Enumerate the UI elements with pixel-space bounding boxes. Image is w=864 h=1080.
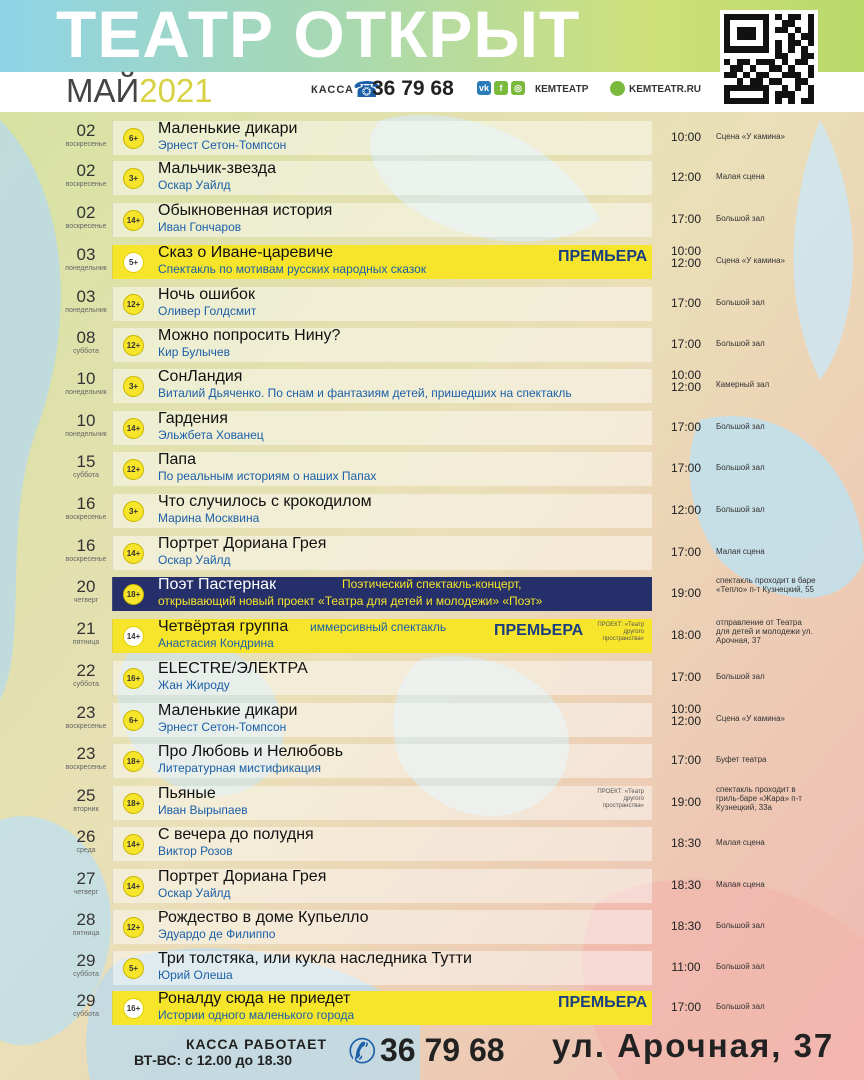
schedule-row[interactable] <box>40 988 820 1028</box>
age-rating-badge: 12+ <box>123 917 144 938</box>
event-venue: Большой зал <box>716 505 765 514</box>
event-subtitle: Марина Москвина <box>158 511 260 525</box>
event-weekday: пятница <box>72 639 100 646</box>
event-day: 26 <box>76 827 96 846</box>
time-start: 12:00 <box>670 503 702 517</box>
event-time <box>664 795 708 809</box>
event-day: 29 <box>76 991 96 1010</box>
schedule-row[interactable] <box>40 948 820 988</box>
event-title[interactable]: СонЛандия <box>158 368 243 385</box>
event-venue: Большой зал <box>716 214 765 223</box>
event-day: 10 <box>76 369 96 388</box>
event-weekday: вторник <box>73 806 99 813</box>
event-day: 03 <box>76 245 96 264</box>
event-time <box>664 461 708 475</box>
event-subtitle: Анастасия Кондрина <box>158 636 274 650</box>
month-label <box>66 72 213 110</box>
time-start: 18:30 <box>670 919 702 933</box>
event-subtitle: Оскар Уайлд <box>158 553 231 567</box>
event-day: 02 <box>76 161 96 180</box>
event-venue: Большой зал <box>716 339 765 348</box>
schedule-row[interactable] <box>40 783 820 823</box>
event-day: 16 <box>76 536 96 555</box>
phone-icon: ☎ <box>353 77 381 102</box>
age-rating-badge: 12+ <box>123 335 144 356</box>
footer-kassa-label: КАССА РАБОТАЕТ <box>186 1036 328 1052</box>
event-subtitle: открывающий новый проект «Театра для детей и молодежи» «Поэт» <box>158 594 543 608</box>
event-subtitle: Юрий Олеша <box>158 968 233 982</box>
event-venue: Большой зал <box>716 463 765 472</box>
project-note: ПРОЕКТ: «Театр другого пространства» <box>597 789 644 809</box>
event-time <box>664 130 708 144</box>
time-start: 10:00 <box>670 368 702 382</box>
event-time <box>664 503 708 517</box>
age-rating-badge: 3+ <box>123 376 144 397</box>
time-start: 10:00 <box>670 702 702 716</box>
age-rating-badge: 14+ <box>123 626 144 647</box>
event-time <box>664 586 708 600</box>
time-start: 10:00 <box>670 244 702 258</box>
schedule-row[interactable] <box>40 907 820 947</box>
qr-module <box>808 98 814 104</box>
event-day: 02 <box>76 203 96 222</box>
premiere-badge: ПРЕМЬЕРА <box>558 994 648 1011</box>
event-weekday: понедельник <box>65 307 107 314</box>
event-title[interactable]: Четвёртая группа <box>158 618 289 635</box>
year: 2021 <box>139 72 213 109</box>
age-rating-badge: 14+ <box>123 418 144 439</box>
event-title[interactable]: ELECTRE/ЭЛЕКТРА <box>158 660 308 677</box>
time-start: 17:00 <box>670 296 702 310</box>
age-rating-badge: 18+ <box>123 584 144 605</box>
schedule-row[interactable] <box>40 325 820 365</box>
event-weekday: воскресенье <box>65 181 107 188</box>
event-venue: спектакль проходит в баре «Тепло» п-т Кузнецкий, 55 <box>716 576 816 594</box>
schedule-row[interactable] <box>40 366 820 406</box>
event-subtitle: Эльжбета Хованец <box>158 428 264 442</box>
schedule-row[interactable] <box>40 866 820 906</box>
time-start: 17:00 <box>670 753 702 767</box>
event-title[interactable]: Сказ о Иване-царевиче <box>158 244 334 261</box>
time-start: 17:00 <box>670 337 702 351</box>
schedule-row[interactable] <box>40 118 820 158</box>
event-time <box>664 836 708 850</box>
time-second: 12:00 <box>670 714 702 728</box>
event-subtitle: Спектакль по мотивам русских народных сказок <box>158 262 427 276</box>
event-weekday: суббота <box>73 971 99 978</box>
social-icons <box>477 81 525 95</box>
event-venue: Буфет театра <box>716 755 767 764</box>
age-rating-badge: 18+ <box>123 793 144 814</box>
event-venue: Большой зал <box>716 422 765 431</box>
social-handle[interactable]: КЕМТЕАТР <box>535 84 589 95</box>
time-second: 12:00 <box>670 256 702 270</box>
age-rating-badge: 16+ <box>123 668 144 689</box>
time-second: 12:00 <box>670 380 702 394</box>
globe-icon <box>610 81 625 96</box>
event-title[interactable]: Мальчик-звезда <box>158 160 277 177</box>
website-link[interactable]: KEMTEATR.RU <box>629 84 702 95</box>
event-weekday: воскресенье <box>65 723 107 730</box>
premiere-badge: ПРЕМЬЕРА <box>558 248 648 265</box>
event-time <box>664 212 708 226</box>
event-weekday: четверг <box>73 889 99 896</box>
month-name: МАЙ <box>66 72 140 109</box>
event-title[interactable]: Пьяные <box>158 785 216 802</box>
event-title[interactable]: С вечера до полудня <box>158 826 314 843</box>
event-subtitle: Эрнест Сетон-Томпсон <box>158 720 287 734</box>
event-time <box>664 670 708 684</box>
event-venue: Малая сцена <box>716 172 765 181</box>
event-venue: Сцена «У камина» <box>716 132 785 141</box>
event-title[interactable]: Поэт Пастернак <box>158 576 277 593</box>
event-day: 21 <box>76 619 96 638</box>
event-weekday: среда <box>76 847 96 854</box>
time-start: 17:00 <box>670 420 702 434</box>
age-rating-badge: 6+ <box>123 710 144 731</box>
premiere-badge: ПРЕМЬЕРА <box>494 622 584 639</box>
time-start: 17:00 <box>670 212 702 226</box>
time-start: 10:00 <box>670 130 702 144</box>
time-start: 17:00 <box>670 461 702 475</box>
time-start: 18:30 <box>670 878 702 892</box>
event-subtitle: Оскар Уайлд <box>158 886 231 900</box>
schedule-row[interactable] <box>40 242 820 282</box>
time-start: 17:00 <box>670 670 702 684</box>
event-title[interactable]: Портрет Дориана Грея <box>158 535 327 552</box>
age-rating-badge: 12+ <box>123 459 144 480</box>
footer-phone[interactable]: 36 79 68 <box>380 1032 505 1068</box>
age-rating-badge: 5+ <box>123 252 144 273</box>
event-weekday: воскресенье <box>65 223 107 230</box>
event-title[interactable]: Портрет Дориана Грея <box>158 868 327 885</box>
time-start: 17:00 <box>670 545 702 559</box>
event-day: 02 <box>76 121 96 140</box>
event-day: 23 <box>76 703 96 722</box>
event-time <box>664 878 708 892</box>
footer-address: ул. Арочная, 37 <box>552 1027 835 1064</box>
vk-icon[interactable]: vk <box>478 83 489 93</box>
event-weekday: воскресенье <box>65 556 107 563</box>
schedule-row[interactable] <box>40 533 820 573</box>
event-title[interactable]: Ночь ошибок <box>158 286 255 303</box>
event-day: 28 <box>76 910 96 929</box>
event-subtitle: Истории одного маленького города <box>158 1008 355 1022</box>
event-weekday: понедельник <box>65 431 107 438</box>
schedule-row[interactable] <box>40 574 820 614</box>
event-title[interactable]: Маленькие дикари <box>158 702 298 719</box>
event-inline-note: Поэтический спектакль-концерт, <box>342 577 522 591</box>
age-rating-badge: 5+ <box>123 958 144 979</box>
time-start: 19:00 <box>670 795 702 809</box>
instagram-icon[interactable]: ◎ <box>511 81 525 95</box>
header-phone[interactable]: 36 79 68 <box>372 77 454 100</box>
schedule-row[interactable] <box>40 449 820 489</box>
time-start: 17:00 <box>670 1000 702 1014</box>
project-note: ПРОЕКТ: «Театр другого пространства» <box>597 622 644 642</box>
schedule-row[interactable] <box>40 700 820 740</box>
event-subtitle: Жан Жироду <box>158 678 230 692</box>
age-rating-badge: 16+ <box>123 998 144 1019</box>
phone-icon: ✆ <box>348 1033 377 1071</box>
event-weekday: пятница <box>72 930 100 937</box>
event-day: 20 <box>76 577 96 596</box>
event-venue: отправление от Театра для детей и молодежи ул. Арочная, 37 <box>716 618 813 645</box>
page-title: ТЕАТР ОТКРЫТ <box>56 0 581 71</box>
event-time <box>664 420 708 434</box>
event-subtitle: Эдуардо де Филиппо <box>158 927 276 941</box>
event-day: 16 <box>76 494 96 513</box>
facebook-icon[interactable]: f <box>494 81 508 95</box>
event-day: 27 <box>76 869 96 888</box>
event-title[interactable]: Роналду сюда не приедет <box>158 990 351 1007</box>
time-start: 19:00 <box>670 586 702 600</box>
age-rating-badge: 3+ <box>123 168 144 189</box>
event-title[interactable]: Про Любовь и Нелюбовь <box>158 743 344 760</box>
event-venue: Малая сцена <box>716 880 765 889</box>
age-rating-badge: 14+ <box>123 834 144 855</box>
event-venue: Малая сцена <box>716 547 765 556</box>
event-subtitle: Оскар Уайлд <box>158 178 231 192</box>
event-day: 23 <box>76 744 96 763</box>
event-subtitle: Иван Гончаров <box>158 220 242 234</box>
event-venue: Большой зал <box>716 298 765 307</box>
event-day: 15 <box>76 452 96 471</box>
time-start: 11:00 <box>671 960 701 974</box>
event-subtitle: Виталий Дьяченко. По снам и фантазиям детей, пришедших на спектакль <box>158 386 572 400</box>
event-weekday: суббота <box>73 472 99 479</box>
qr-code-pattern <box>724 14 814 104</box>
kassa-label: КАССА <box>311 84 354 96</box>
event-time <box>664 960 708 974</box>
event-venue: Малая сцена <box>716 838 765 847</box>
event-venue: Большой зал <box>716 672 765 681</box>
schedule-row[interactable] <box>40 658 820 698</box>
event-subtitle: Иван Вырыпаев <box>158 803 248 817</box>
event-venue: Камерный зал <box>716 380 770 389</box>
event-weekday: воскресенье <box>65 514 107 521</box>
event-time <box>664 337 708 351</box>
schedule-row[interactable] <box>40 824 820 864</box>
event-time <box>664 296 708 310</box>
event-time <box>664 919 708 933</box>
event-time <box>664 703 708 727</box>
event-subtitle: Виктор Розов <box>158 844 233 858</box>
event-day: 03 <box>76 287 96 306</box>
schedule-row[interactable] <box>40 741 820 781</box>
event-venue: Сцена «У камина» <box>716 256 785 265</box>
qr-code <box>720 10 818 108</box>
footer-hours: ВТ-ВС: с 12.00 до 18.30 <box>134 1052 292 1068</box>
event-title[interactable]: Можно попросить Нину? <box>158 327 341 344</box>
event-subtitle: Оливер Голдсмит <box>158 304 257 318</box>
time-start: 18:30 <box>670 836 702 850</box>
event-time <box>664 628 708 642</box>
event-title[interactable]: Гардения <box>158 410 228 427</box>
age-rating-badge: 6+ <box>123 128 144 149</box>
event-weekday: понедельник <box>65 389 107 396</box>
event-day: 08 <box>76 328 96 347</box>
event-venue: Большой зал <box>716 962 765 971</box>
event-time <box>664 1000 708 1014</box>
event-day: 22 <box>76 661 96 680</box>
time-start: 18:00 <box>670 628 702 642</box>
event-weekday: воскресенье <box>65 764 107 771</box>
event-weekday: суббота <box>73 348 99 355</box>
event-subtitle: По реальным историям о наших Папах <box>158 469 377 483</box>
event-title[interactable]: Три толстяка, или кукла наследника Тутти <box>158 950 472 967</box>
schedule-row[interactable] <box>40 491 820 531</box>
event-venue: спектакль проходит в гриль-баре «Жара» п-т Кузнецкий, 33а <box>716 785 802 812</box>
event-time <box>664 170 708 184</box>
event-venue: Сцена «У камина» <box>716 714 785 723</box>
event-day: 10 <box>76 411 96 430</box>
event-subtitle: Литературная мистификация <box>158 761 321 775</box>
event-weekday: суббота <box>73 1011 99 1018</box>
age-rating-badge: 14+ <box>123 543 144 564</box>
event-time <box>664 753 708 767</box>
schedule-row[interactable] <box>40 284 820 324</box>
event-title[interactable]: Маленькие дикари <box>158 120 298 137</box>
schedule-row[interactable] <box>40 200 820 240</box>
event-time <box>664 245 708 269</box>
event-time <box>664 545 708 559</box>
time-start: 12:00 <box>670 170 702 184</box>
event-title[interactable]: Обыкновенная история <box>158 202 333 219</box>
schedule-row[interactable] <box>40 616 820 656</box>
age-rating-badge: 18+ <box>123 751 144 772</box>
age-rating-badge: 3+ <box>123 501 144 522</box>
event-inline-note: иммерсивный спектакль <box>310 620 447 634</box>
event-weekday: воскресенье <box>65 141 107 148</box>
event-title[interactable]: Что случилось с крокодилом <box>158 493 372 510</box>
event-time <box>664 369 708 393</box>
event-venue: Большой зал <box>716 1002 765 1011</box>
event-day: 29 <box>76 951 96 970</box>
event-venue: Большой зал <box>716 921 765 930</box>
event-subtitle: Кир Булычев <box>158 345 230 359</box>
event-weekday: понедельник <box>65 265 107 272</box>
event-title[interactable]: Рождество в доме Купьелло <box>158 909 369 926</box>
event-day: 25 <box>76 786 96 805</box>
schedule-row[interactable] <box>40 158 820 198</box>
age-rating-badge: 12+ <box>123 294 144 315</box>
event-weekday: суббота <box>73 681 99 688</box>
schedule-row[interactable] <box>40 408 820 448</box>
event-subtitle: Эрнест Сетон-Томпсон <box>158 138 287 152</box>
event-title[interactable]: Папа <box>158 451 196 468</box>
age-rating-badge: 14+ <box>123 210 144 231</box>
event-weekday: четверг <box>73 597 99 604</box>
age-rating-badge: 14+ <box>123 876 144 897</box>
